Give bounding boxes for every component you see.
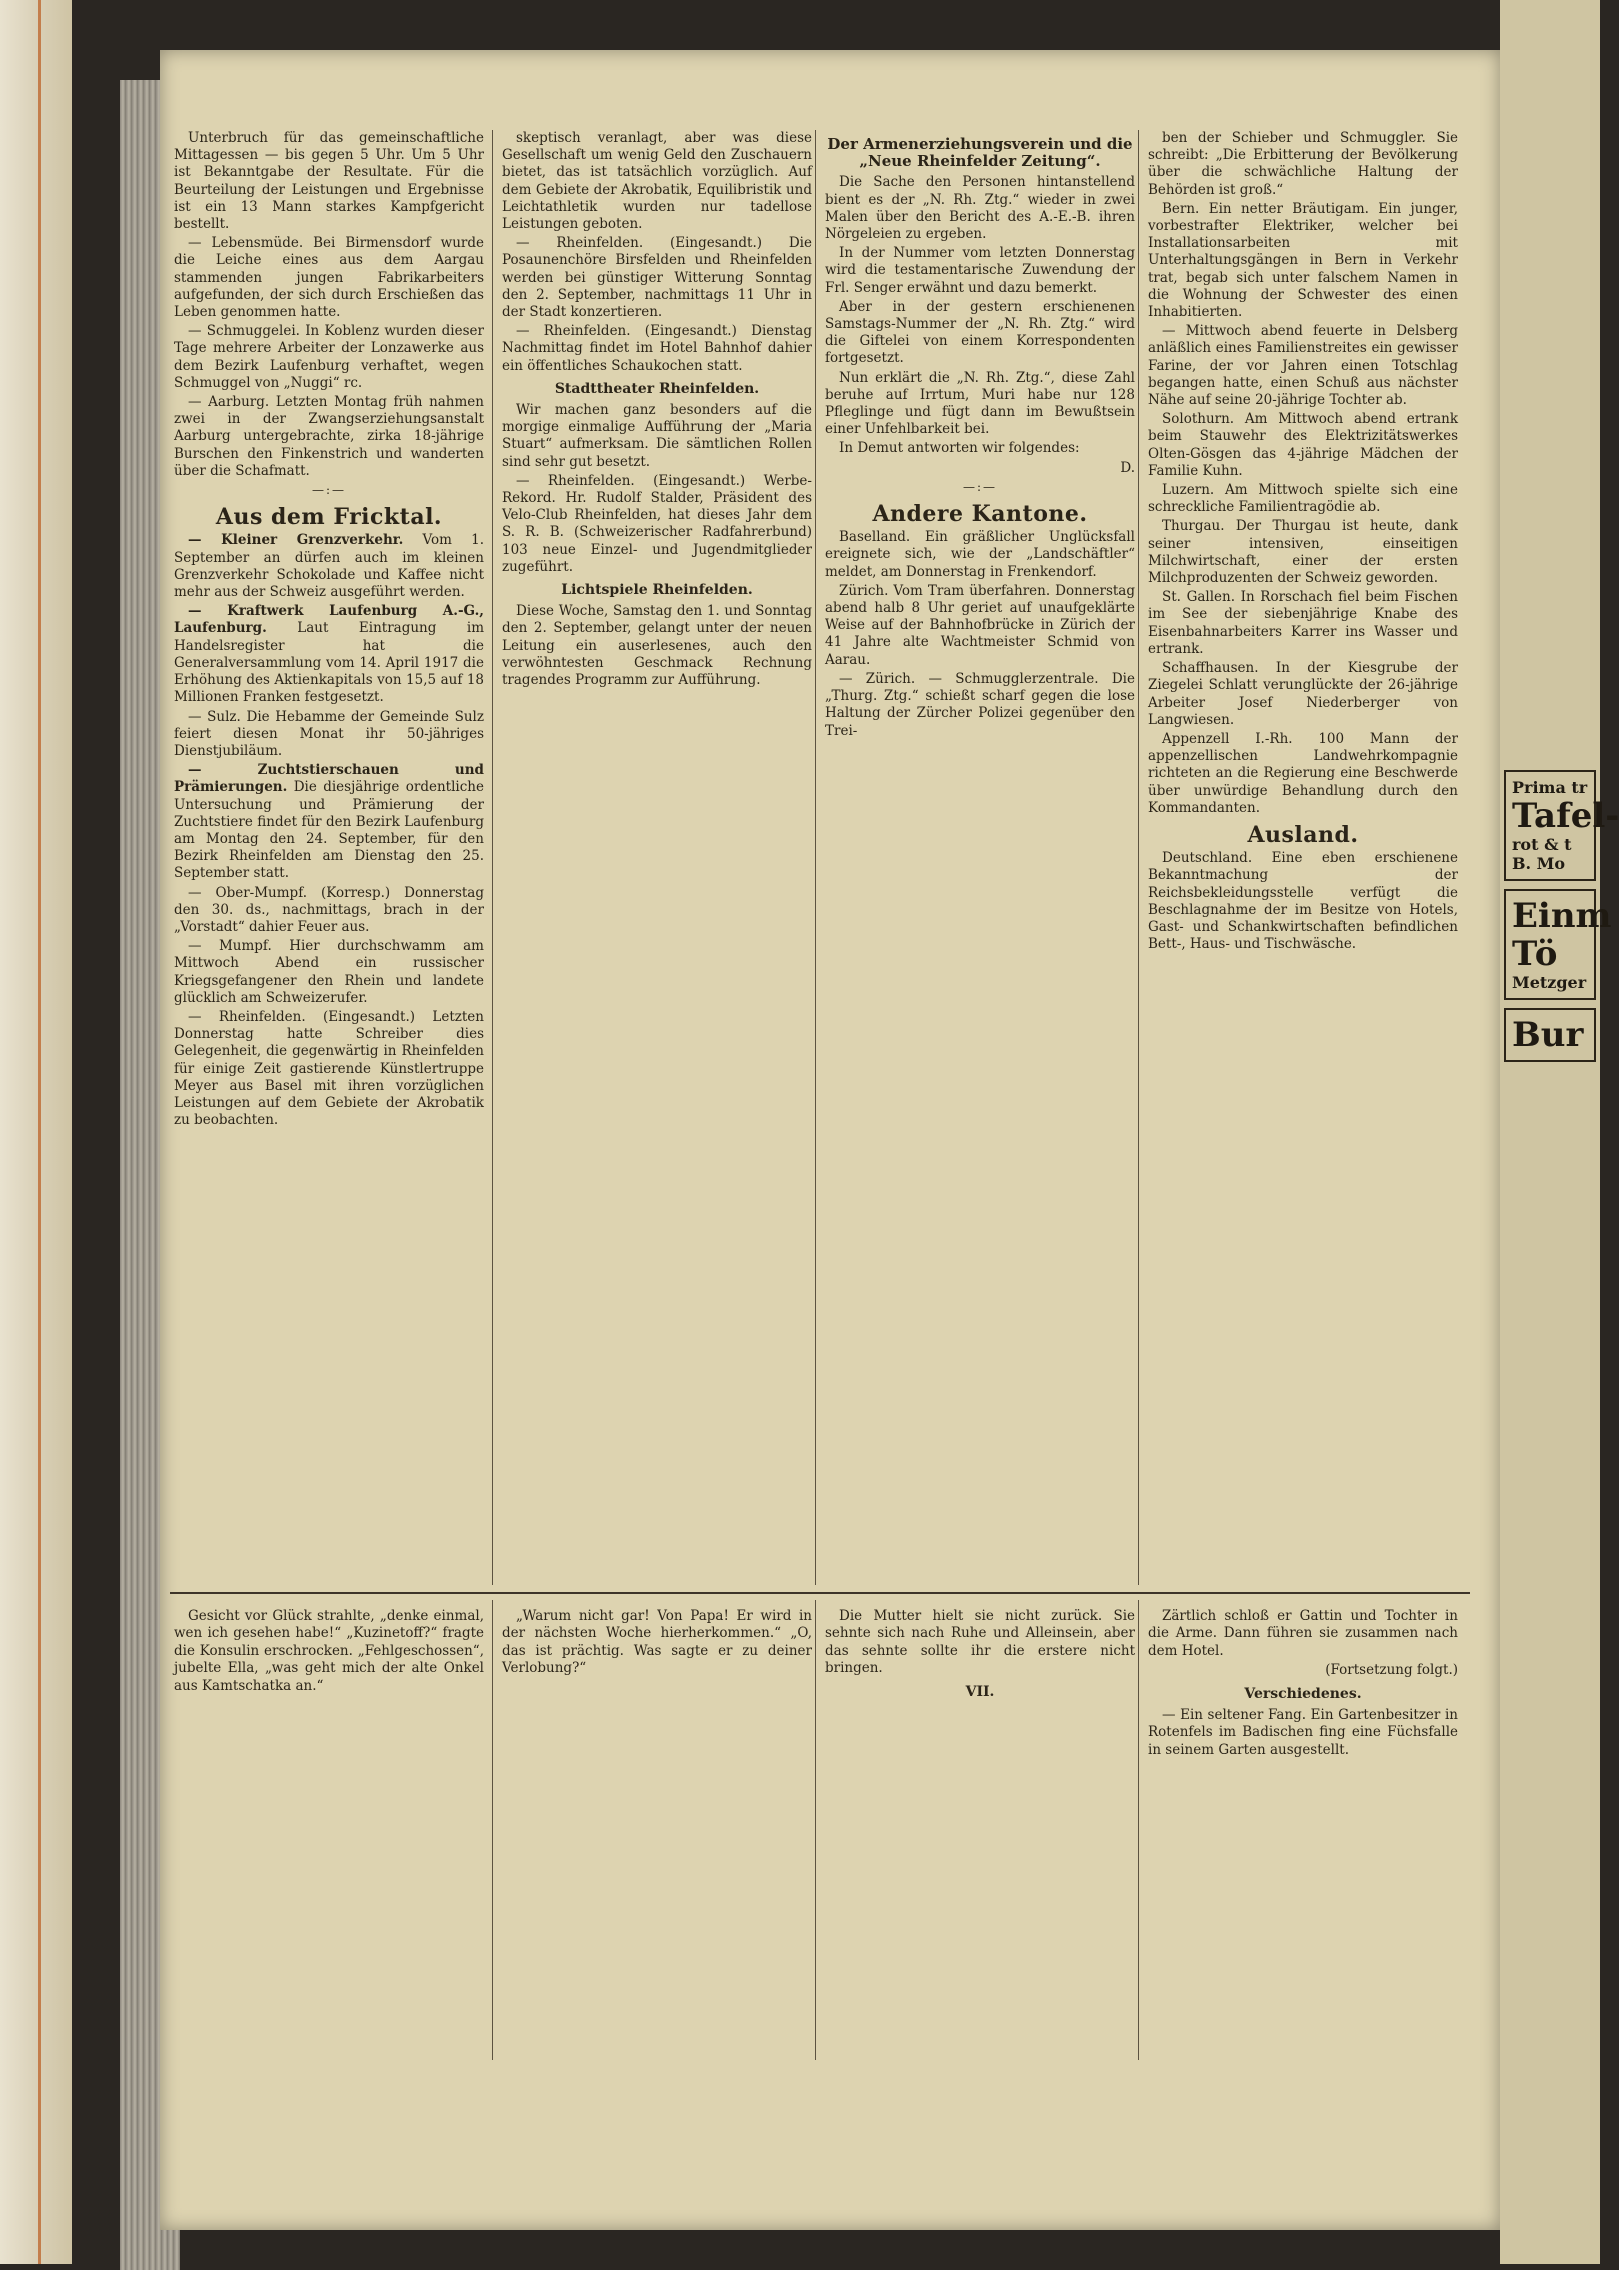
article-lead: — Kraftwerk Laufenburg A.-G., Laufenburg.	[174, 603, 484, 637]
article-aarburg: — Aarburg. Letzten Montag früh nahmen zwei in der Zwangserziehungsanstalt Aarburg untergebrachte, zirka 18-jährige Burschen den Finkenstrich und wanderten über die Schafmatt.	[174, 394, 484, 479]
column-1	[174, 130, 484, 1131]
ad-text: Metzger	[1512, 973, 1587, 992]
article-lead: — Kleiner Grenzverkehr.	[188, 532, 404, 549]
article-paragraph: ben der Schieber und Schmuggler. Sie schreibt: „Die Erbitterung der Bevölkerung über die schwächliche Haltung der Behörden ist groß.“	[1148, 130, 1458, 198]
section-heading-andere-kantone: Andere Kantone.	[872, 501, 1088, 528]
feuilleton-column-4	[1148, 1608, 1458, 1761]
article-baselland: Baselland. Ein gräßlicher Unglücksfall ereignete sich, wie der „Landschäftler“ meldet, am Donnerstag in Frenkendorf.	[825, 529, 1135, 580]
feuilleton-column-3	[825, 1608, 1135, 1705]
article-paragraph: In der Nummer vom letzten Donnerstag wird die testamentarische Zuwendung der Frl. Senger erwähnt und dazu bemerkt.	[825, 245, 1135, 296]
column-rule	[492, 130, 493, 1585]
binding-string	[38, 0, 41, 2264]
column-rule	[1138, 130, 1139, 1585]
heading-armenerziehungsverein: Der Armenerziehungsverein und die „Neue Rheinfelder Zeitung“.	[827, 135, 1133, 171]
feuilleton-paragraph: Gesicht vor Glück strahlte, „denke einmal, wen ich gesehen habe!“ „Kuzinetoff?“ fragte die Konsulin erschrocken. „Fehlgeschossen“, jubelte Ella, „was geht mich der alte Onkel aus Kamtschatka an.“	[174, 1608, 484, 1694]
article-paragraph: Aber in der gestern erschienenen Samstags-Nummer der „N. Rh. Ztg.“ wird die Giftelei von einem Korrespondenten fortgesetzt.	[825, 298, 1135, 367]
chapter-number: VII.	[965, 1683, 995, 1700]
divider: —:—	[311, 483, 347, 498]
article-lead: — Zuchtstierschauen und Prämierungen.	[174, 762, 484, 796]
adjacent-page	[1500, 0, 1619, 2264]
continuation-note: (Fortsetzung folgt.)	[1325, 1662, 1458, 1679]
feuilleton-paragraph: „Warum nicht gar! Von Papa! Er wird in der nächsten Woche hierherkommen.“ „O, das ist prächtig. Was sagte er zu deiner Verlobung?“	[502, 1608, 812, 1677]
article-paragraph: In Demut antworten wir folgendes:	[839, 440, 1080, 457]
article-lebensmuede: — Lebensmüde. Bei Birmensdorf wurde die Leiche eines aus dem Aargau stammenden jungen Fabrikarbeiters aufgefunden, der sich durch Erschießen das Leben genommen hatte.	[174, 235, 484, 321]
section-heading-fricktal: Aus dem Fricktal.	[215, 504, 443, 531]
ad-text: Prima tr	[1512, 778, 1588, 797]
column-rule	[815, 130, 816, 1585]
feuilleton-separator	[170, 1592, 1470, 1594]
article-paragraph: Nun erklärt die „N. Rh. Ztg.“, diese Zahl beruhe auf Irrtum, Muri habe nur 128 Pfleglinge und fügt dann im Bewußtsein einer Unfehlbarkeit bei.	[825, 369, 1135, 438]
feuilleton-column-1	[174, 1608, 484, 1697]
article-appenzell: Appenzell I.-Rh. 100 Mann der appenzellischen Landwehrkompagnie richteten an die Regierung eine Beschwerde über unwürdige Behandlung durch den Kommandanten.	[1148, 730, 1458, 816]
column-4	[1148, 130, 1458, 955]
article-kraftwerk: Laut Eintragung im Handelsregister hat die Generalversammlung vom 14. April 1917 die Erhöhung des Aktienkapitals von 15,5 auf 18 Millionen Franken festgesetzt.	[174, 620, 484, 706]
article-grenzverkehr: Vom 1. September an dürfen auch im kleinen Grenzverkehr Schokolade und Kaffee nicht mehr aus der Schweiz ausgeführt werden.	[174, 532, 484, 601]
article-paragraph: Die Sache den Personen hintanstellend bient es der „N. Rh. Ztg.“ wieder in zwei Malen über den Bericht des A.-E.-B. ihren Nörgeleien zu ergeben.	[825, 174, 1135, 243]
article-zuchtstier: Die diesjährige ordentliche Untersuchung und Prämierung der Zuchtstiere findet für den Bezirk Laufenburg am Montag den 24. September, für den Bezirk Rheinfelden am Dienstag den 25. September statt.	[174, 779, 484, 882]
section-heading-ausland: Ausland.	[1247, 821, 1359, 848]
article-thurgau: Thurgau. Der Thurgau ist heute, dank seiner intensiven, einseitigen Milchwirtschaft, einer der ersten Milchproduzenten der Schweiz geworden.	[1148, 518, 1458, 587]
divider: —:—	[962, 479, 998, 494]
article-delsberg: — Mittwoch abend feuerte in Delsberg anläßlich eines Familienstreites ein gewisser Farine, der vor Jahren einen Totschlag begangen hatte, einen Schuß aus nächster Nähe auf seine 20-jährige Tochter ab.	[1148, 323, 1458, 409]
ad-text: Tö	[1512, 934, 1558, 974]
newspaper-content	[170, 130, 1470, 2080]
article-schmuggelei: — Schmuggelei. In Koblenz wurden dieser Tage mehrere Arbeiter der Lonzawerke aus dem Bezirk Laufenburg verhaftet, wegen Schmuggel von „Nuggi“ rc.	[174, 323, 484, 391]
ad-text: Bur	[1512, 1015, 1584, 1055]
column-2	[502, 130, 812, 691]
article-paragraph: skeptisch veranlagt, aber was diese Gesellschaft um wenig Geld den Zuschauern bietet, das ist tatsächlich vorzüglich. Auf dem Gebiete der Akrobatik, Equilibristik und Leichtathletik wurden nur tadellose Leistungen geboten.	[502, 130, 812, 233]
subheading-stadttheater: Stadttheater Rheinfelden.	[554, 380, 760, 397]
ad-text: Tafel-	[1512, 796, 1619, 836]
article-seltener-fang: — Ein seltener Fang. Ein Gartenbesitzer in Rotenfels im Badischen fing eine Füchsfalle in seinem Garten ausgestellt.	[1148, 1707, 1458, 1758]
advertisement	[1504, 889, 1612, 1000]
ad-text: Einm	[1512, 896, 1612, 936]
subheading-verschiedenes: Verschiedenes.	[1244, 1685, 1362, 1702]
feuilleton-paragraph: Zärtlich schloß er Gattin und Tochter in die Arme. Dann führen sie zusammen nach dem Hotel.	[1148, 1608, 1458, 1659]
article-mumpf: — Mumpf. Hier durchschwamm am Mittwoch Abend ein russischer Kriegsgefangener den Rhein und landete glücklich am Schweizerufer.	[174, 938, 484, 1006]
article-bern: Bern. Ein netter Bräutigam. Ein junger, vorbestrafter Elektriker, welcher bei Installationsarbeiten mit Unterhaltungsgängen in Bern in Verkehr trat, begab sich unter falschem Namen in die Wohnung der Schwester des einen Inhabitierten.	[1148, 200, 1458, 321]
article-st-gallen: St. Gallen. In Rorschach fiel beim Fischen im See der siebenjährige Knabe des Eisenbahnarbeiters Karrer ins Wasser und ertrank.	[1148, 589, 1458, 657]
article-paragraph: Unterbruch für das gemeinschaftliche Mittagessen — bis gegen 5 Uhr. Um 5 Uhr ist Bekanntgabe der Resultate. Für die Beurteilung der Leistungen und Ergebnisse ist ein 13 Mann starkes Kampfgericht bestellt.	[174, 130, 484, 233]
article-signature: D.	[1120, 459, 1135, 476]
article-deutschland: Deutschland. Eine eben erschienene Bekanntmachung der Reichsbekleidungsstelle verfügt die Beschlagnahme der im Besitze von Hotels, Gast- und Schankwirtschaften befindlichen Bett-, Haus- und Tischwäsche.	[1148, 850, 1458, 953]
article-schaukochen: — Rheinfelden. (Eingesandt.) Dienstag Nachmittag findet im Hotel Bahnhof dahier ein öffentliches Schaukochen statt.	[502, 323, 812, 374]
ad-text: B. Mo	[1512, 854, 1566, 873]
article-zuerich-schmuggel: — Zürich. — Schmugglerzentrale. Die „Thurg. Ztg.“ schießt scharf gegen die lose Haltung der Zürcher Polizei gegenüber den Trei-	[825, 670, 1135, 739]
article-werbe-rekord: — Rheinfelden. (Eingesandt.) Werbe-Rekord. Hr. Rudolf Stalder, Präsident des Velo-Club Rheinfelden, hat dieses Jahr dem S. R. B. (Schweizerischer Radfahrerbund) 103 neue Einzel- und Jugendmitglieder zugeführt.	[502, 472, 812, 575]
feuilleton-paragraph: Die Mutter hielt sie nicht zurück. Sie sehnte sich nach Ruhe und Alleinsein, aber das sehnte sollte ihr die erstere nicht bringen.	[825, 1608, 1135, 1677]
article-stadttheater: Wir machen ganz besonders auf die morgige einmalige Aufführung der „Maria Stuart“ aufmerksam. Die sämtlichen Rollen sind sehr gut besetzt.	[502, 402, 812, 470]
article-rheinfelden: — Rheinfelden. (Eingesandt.) Letzten Donnerstag hatte Schreiber dies Gelegenheit, die gegenwärtig in Rheinfelden für einige Zeit gastierende Künstlertruppe Meyer aus Basel mit ihren vorzüglichen Leistungen auf dem Gebiete der Akrobatik zu beobachten.	[174, 1008, 484, 1129]
article-posaunenchoere: — Rheinfelden. (Eingesandt.) Die Posaunenchöre Birsfelden und Rheinfelden werden bei günstiger Witterung Sonntag den 2. September, nachmittags 11 Uhr in der Stadt konzertieren.	[502, 235, 812, 321]
advertisement	[1504, 770, 1619, 881]
article-lichtspiele: Diese Woche, Samstag den 1. und Sonntag den 2. September, gelangt unter der neuen Leitung ein auserlesenes, auch den verwöhntesten Geschmack Rechnung tragendes Programm zur Aufführung.	[502, 603, 812, 689]
article-solothurn: Solothurn. Am Mittwoch abend ertrank beim Stauwehr des Elektrizitätswerkes Olten-Gösgen das 4-jährige Mädchen der Familie Kuhn.	[1148, 411, 1458, 479]
column-rule	[492, 1600, 493, 2060]
column-rule	[1138, 1600, 1139, 2060]
feuilleton-column-2	[502, 1608, 812, 1680]
article-sulz: — Sulz. Die Hebamme der Gemeinde Sulz feiert diesen Monat ihr 50-jähriges Dienstjubiläum.	[174, 708, 484, 759]
article-schaffhausen: Schaffhausen. In der Kiesgrube der Ziegelei Schlatt verunglückte der 26-jährige Arbeiter Josef Niederberger von Langwiesen.	[1148, 660, 1458, 728]
article-luzern: Luzern. Am Mittwoch spielte sich eine schreckliche Familientragödie ab.	[1148, 482, 1458, 516]
article-zuerich-tram: Zürich. Vom Tram überfahren. Donnerstag abend halb 8 Uhr geriet auf unaufgeklärte Weise auf der Bahnhofbrücke in Zürich der 41 Jahre alte Wachtmeister Schmid von Aarau.	[825, 582, 1135, 668]
ad-text: rot & t	[1512, 835, 1572, 854]
article-ober-mumpf: — Ober-Mumpf. (Korresp.) Donnerstag den 30. ds., nachmittags, brach in der „Vorstadt“ dahier Feuer aus.	[174, 884, 484, 935]
subheading-lichtspiele: Lichtspiele Rheinfelden.	[561, 582, 753, 599]
column-3	[825, 130, 1135, 742]
column-rule	[815, 1600, 816, 2060]
book-binding-background	[0, 0, 72, 2264]
advertisement	[1504, 1008, 1596, 1062]
